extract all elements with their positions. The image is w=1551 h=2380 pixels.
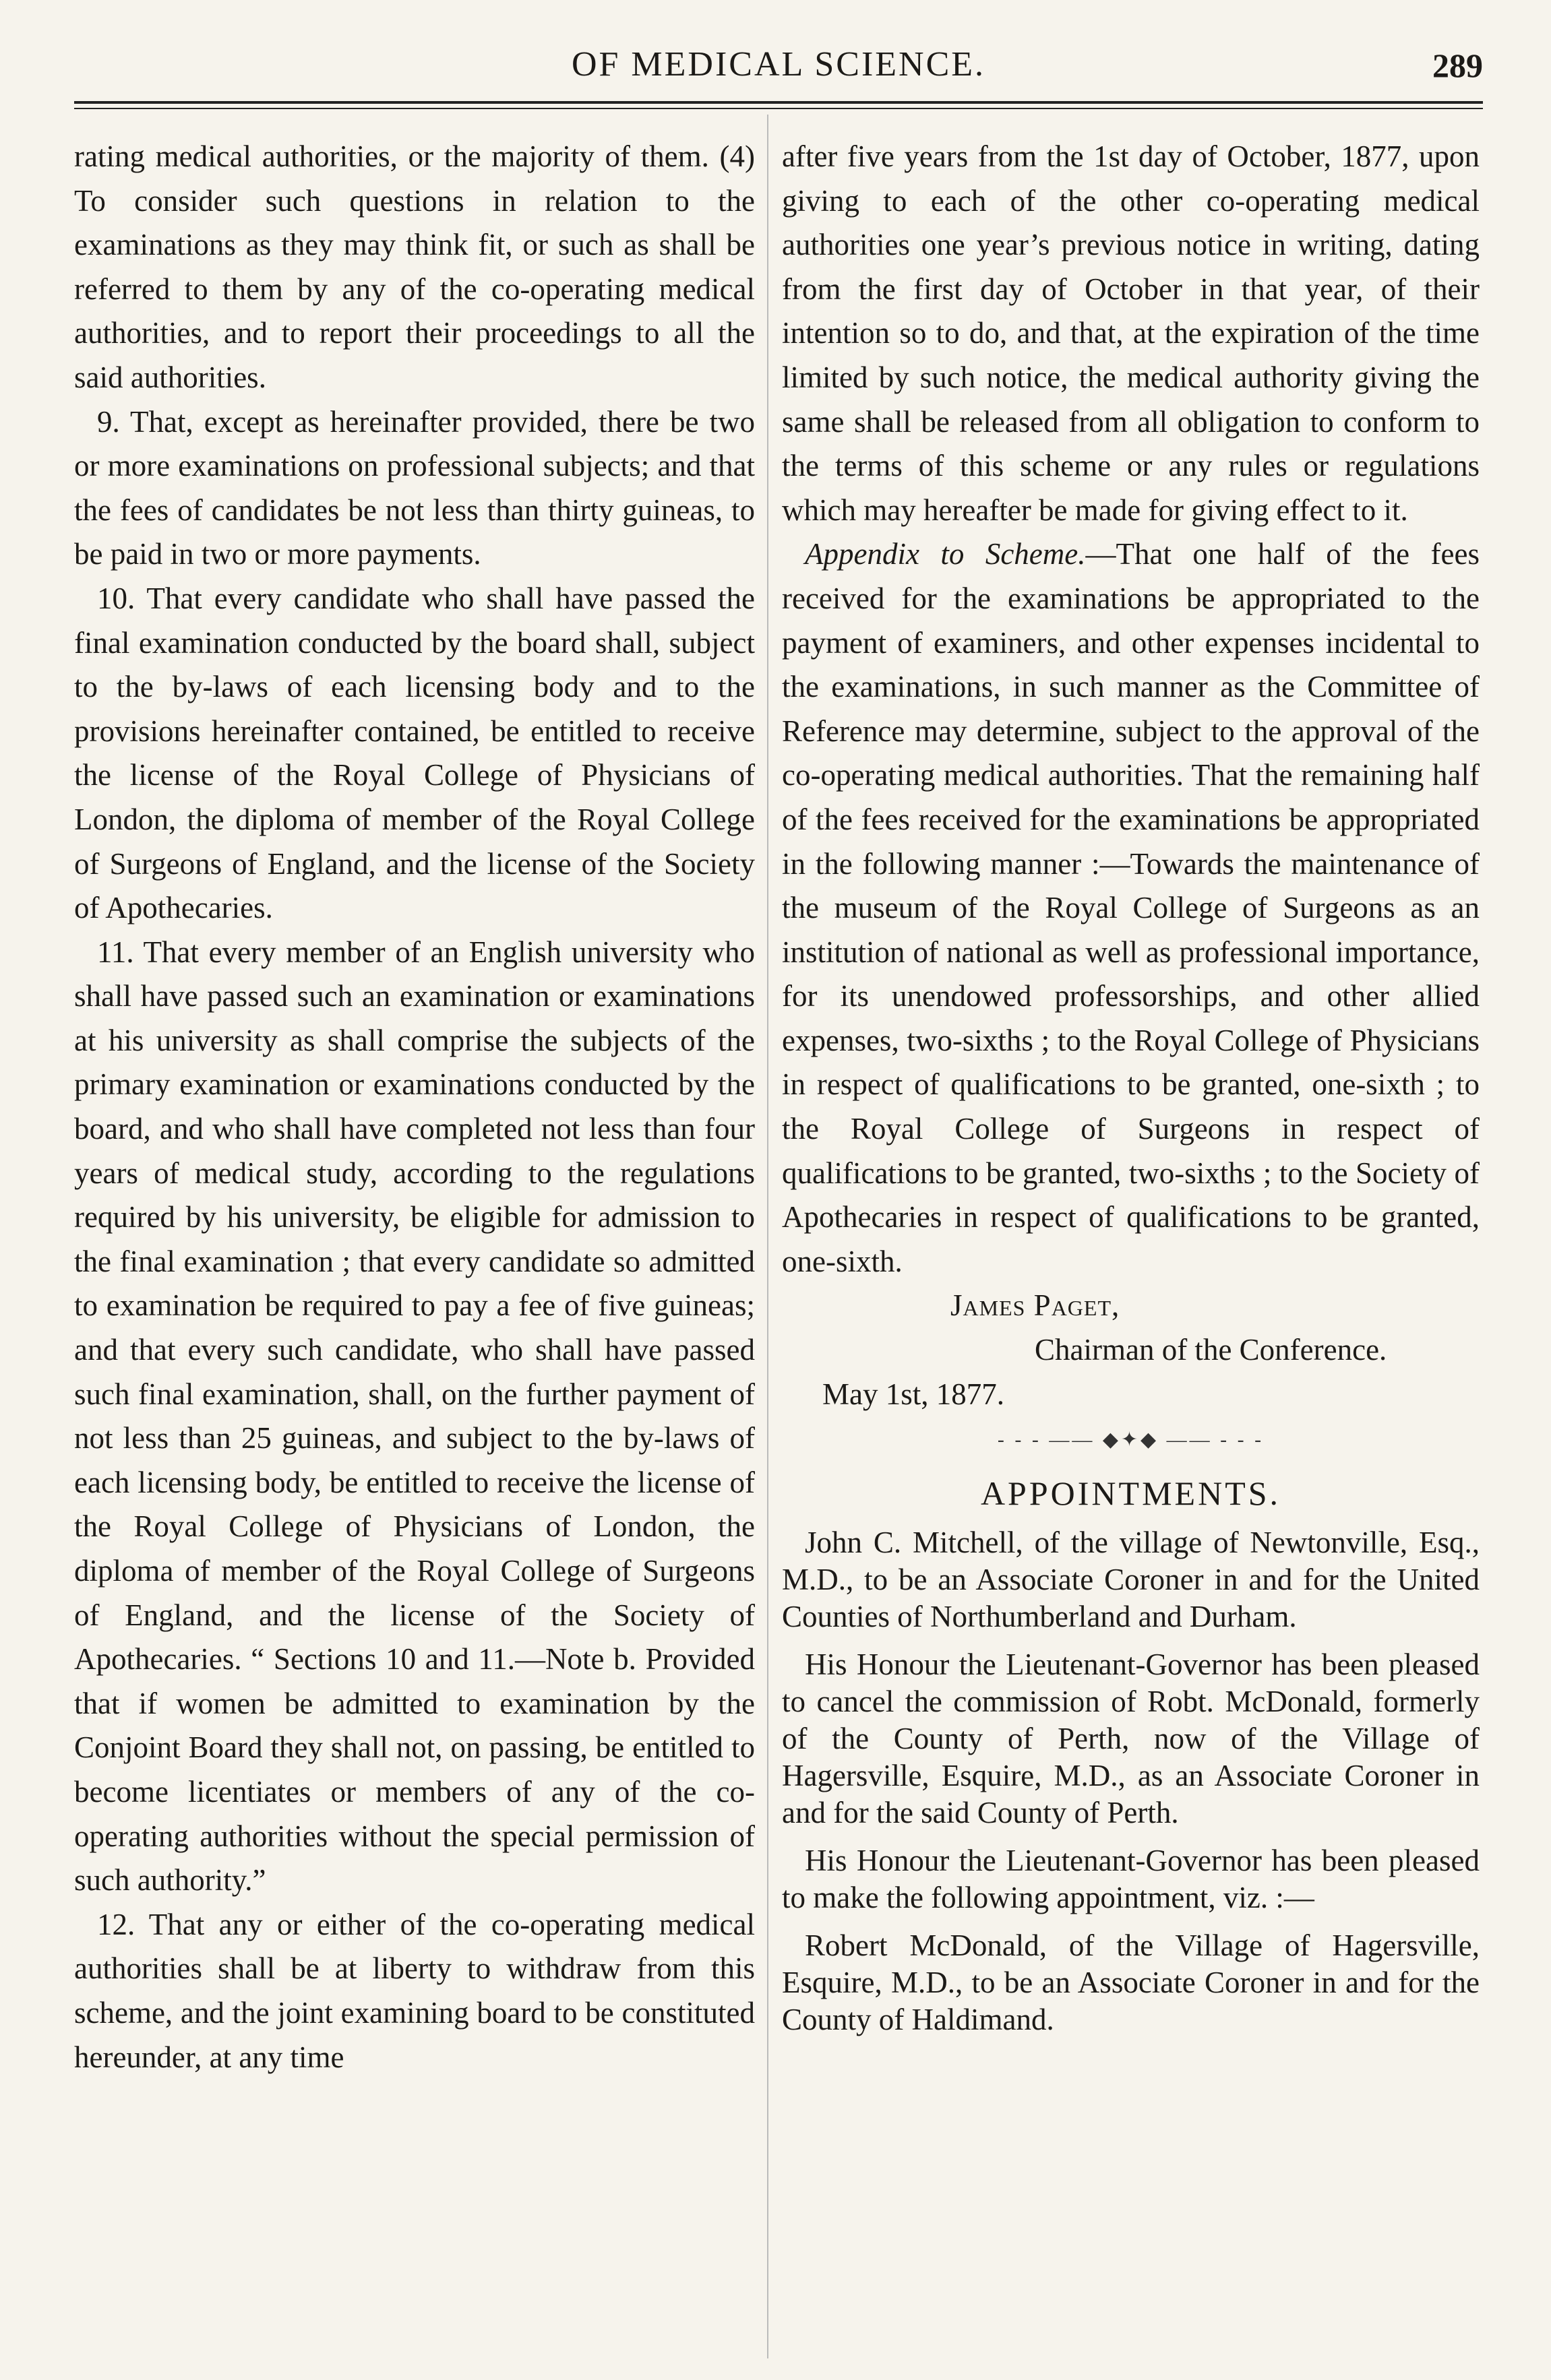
paragraph-section-9: 9. That, except as hereinafter provided, there be two or more examinations on professional subjects; and that the fees of candidates be not less than thirty guineas, to be paid in two or more payments. — [74, 404, 755, 571]
paragraph-section-10: 10. That every candidate who shall have passed the final examination conducted by the board shall, subject to the by-laws of each licensing body and to the provisions hereinafter contained, be entitled to receive the license of the Royal College of Physicians of London, the diploma of member of the Royal College of Surgeons of England, and the license of the Society of Apothecaries. — [74, 581, 755, 925]
paragraph-section-11: 11. That every member of an English university who shall have passed such an examination or examinations at his university as shall comprise the subjects of the primary examination or examinations conducted by the board, and who shall have completed not less than four years of medical study, according to the regulations required by his university, be eligible for admission to the final examination ; that every candidate so admitted to examination be required to pay a fee of five guineas; and that every such candidate, who shall have passed such final examination, shall, on the further payment of not less than 25 guineas, and subject to the by-laws of each licensing body, be entitled to receive the license of the Royal College of Physicians of London, the diploma of member of the Royal College of Surgeons of England, and the license of the Society of Apothecaries. “ Sections 10 and 11.—Note b. Provided that if women be admitted to examination by the Conjoint Board they shall not, on passing, be entitled to become licentiates or members of any of the co-operating authorities without the special permission of such authority.” — [74, 935, 755, 1898]
section-heading: APPOINTMENTS. — [980, 1474, 1281, 1513]
appointment-item: His Honour the Lieutenant-Governor has been pleased to cancel the commission of Robt. McDonald, formerly of the County of Perth, now of the Village of Hagersville, Esquire, M.D., as an Associate Coroner in and for the said County of Perth. — [782, 1648, 1480, 1830]
appointment-item: His Honour the Lieutenant-Governor has been pleased to make the following appointment, viz. :— — [782, 1844, 1480, 1915]
signature-name: James Paget, — [950, 1288, 1120, 1323]
running-title: OF MEDICAL SCIENCE. — [571, 45, 986, 84]
appointment-item: Robert McDonald, of the Village of Hagersville, Esquire, M.D., to be an Associate Coroner in and for the County of Haldimand. — [782, 1929, 1480, 2037]
column-divider — [767, 115, 768, 2358]
right-column — [782, 135, 1480, 2049]
appendix-text: —That one half of the fees received for the examinations be appropriated to the payment of examiners, and other expenses incidental to the examinations, in such manner as the Committee of Reference may determine, subject to the approval of the co-operating medical authorities. That the remaining half of the fees received for the examinations be appropriated in the following manner :—Towards the maintenance of the museum of the Royal College of Surgeons as an institution of national as well as professional importance, for its unendowed professorships, and other allied expenses, two-sixths ; to the Royal College of Physicians in respect of qualifications to be granted, one-sixth ; to the Royal College of Surgeons in respect of qualifications to be granted, two-sixths ; to the Society of Apothecaries in respect of qualifications to be granted, one-sixth. — [782, 537, 1480, 1278]
left-column — [74, 135, 755, 2079]
paragraph-continuation: rating medical authorities, or the majority of them. (4) To consider such questions in relation to the examinations as they may think fit, or such as shall be referred to them by any of the co-operating medical authorities, and to report their proceedings to all the said authorities. — [74, 139, 755, 394]
paragraph-appendix — [782, 532, 1480, 1284]
header-rule-thick — [74, 101, 1483, 104]
header-rule-thin — [74, 108, 1483, 109]
appendix-label: Appendix to Scheme. — [805, 537, 1086, 571]
signature-date: May 1st, 1877. — [822, 1377, 1004, 1411]
signature-role: Chairman of the Conference. — [1035, 1333, 1387, 1367]
appointment-item: John C. Mitchell, of the village of Newtonville, Esq., M.D., to be an Associate Coroner in and for the United Counties of Northumberland and Durham. — [782, 1526, 1480, 1634]
paragraph-section-12: 12. That any or either of the co-operating medical authorities shall be at liberty to withdraw from this scheme, and the joint examining board to be constituted hereunder, at any time — [74, 1907, 755, 2074]
page-number: 289 — [1432, 46, 1483, 84]
running-header — [74, 42, 1483, 96]
ornamental-divider: - - - —— ◆✦◆ —— - - - — [997, 1429, 1265, 1451]
paragraph-continuation-right: after five years from the 1st day of October, 1877, upon giving to each of the other co-operating medical authorities one year’s previous notice in writing, dating from the first day of October in that year, of their intention so to do, and that, at the expiration of the time limited by such notice, the medical authority giving the same shall be released from all obligation to conform to the terms of this scheme or any rules or regulations which may hereafter be made for giving effect to it. — [782, 139, 1480, 527]
